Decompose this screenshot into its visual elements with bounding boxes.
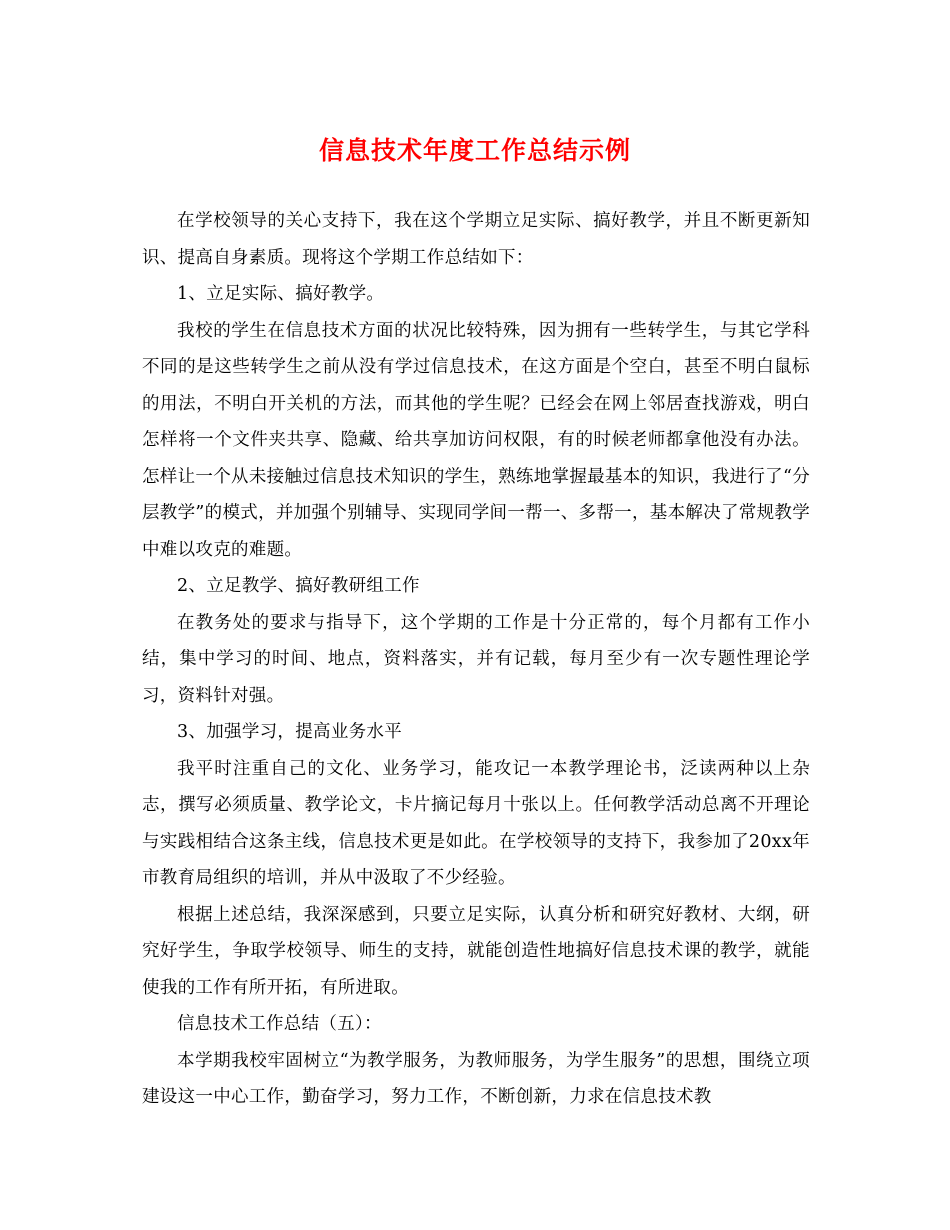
paragraph-section-3: 我平时注重自己的文化、业务学习，能攻记一本教学理论书，泛读两种以上杂志，撰写必须质量、教学论文，卡片摘记每月十张以上。任何教学活动总离不开理论与实践相结合这条主线，信息技术更是如此。在学校领导的支持下，我参加了20xx年市教育局组织的培训，并从中汲取了不少经验。 [142, 758, 810, 888]
section-heading-summary-5: 信息技术工作总结（五）： [177, 1014, 382, 1034]
paragraph-section-2: 在教务处的要求与指导下，这个学期的工作是十分正常的，每个月都有工作小结，集中学习的时间、地点，资料落实，并有记载，每月至少有一次专题性理论学习，资料针对强。 [142, 612, 810, 706]
section-heading-3: 3、加强学习，提高业务水平 [177, 722, 403, 742]
section-heading-1: 1、立足实际、搞好教学。 [177, 284, 385, 304]
section-heading-2: 2、立足教学、搞好教研组工作 [177, 576, 420, 596]
document-title: 信息技术年度工作总结示例 [318, 136, 631, 165]
paragraph-intro: 在学校领导的关心支持下，我在这个学期立足实际、搞好教学，并且不断更新知识、提高自身素质。现将这个学期工作总结如下： [142, 211, 810, 268]
document-body [142, 203, 810, 1116]
paragraph-section-1: 我校的学生在信息技术方面的状况比较特殊，因为拥有一些转学生，与其它学科不同的是这些转学生之前从没有学过信息技术，在这方面是个空白，甚至不明白鼠标的用法，不明白开关机的方法，而其他的学生呢？已经会在网上邻居查找游戏，明白怎样将一个文件夹共享、隐藏、给共享加访问权限，有的时候老师都拿他没有办法。怎样让一个从未接触过信息技术知识的学生，熟练地掌握最基本的知识，我进行了“分层教学”的模式，并加强个别辅导、实现同学间一帮一、多帮一，基本解决了常规教学中难以攻克的难题。 [142, 320, 810, 560]
paragraph-conclusion: 根据上述总结，我深深感到，只要立足实际，认真分析和研究好教材、大纲，研究好学生，争取学校领导、师生的支持，就能创造性地搞好信息技术课的教学，就能使我的工作有所开拓，有所进取。 [142, 904, 810, 998]
paragraph-summary-5: 本学期我校牢固树立“为教学服务，为教师服务，为学生服务”的思想，围绕立项建设这一中心工作，勤奋学习，努力工作，不断创新，力求在信息技术教 [142, 1050, 810, 1107]
